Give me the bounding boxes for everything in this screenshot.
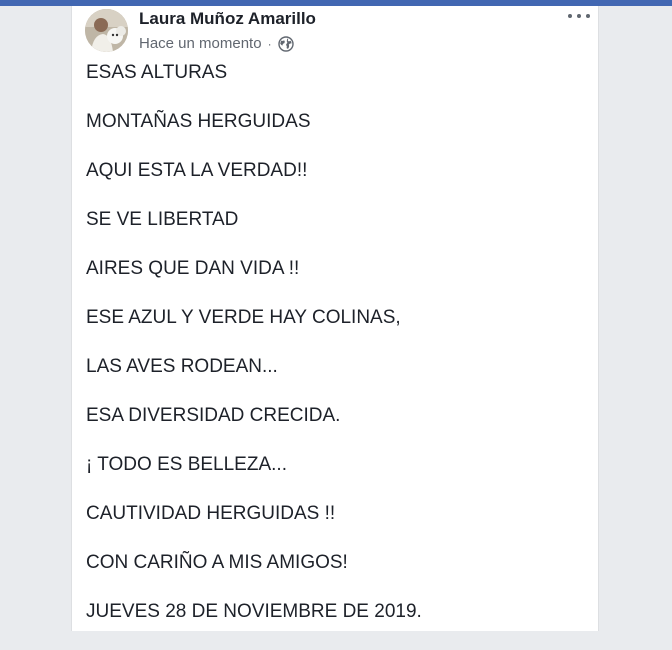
post-line: ESA DIVERSIDAD CRECIDA. <box>86 405 341 426</box>
avatar[interactable] <box>85 9 128 52</box>
more-options-dot <box>586 14 590 18</box>
more-options-dot <box>577 14 581 18</box>
post-line: AIRES QUE DAN VIDA !! <box>86 258 300 279</box>
post-line: ESE AZUL Y VERDE HAY COLINAS, <box>86 307 401 328</box>
post-line: JUEVES 28 DE NOVIEMBRE DE 2019. <box>86 601 422 622</box>
post-line: LAS AVES RODEAN... <box>86 356 278 377</box>
meta-separator: · <box>267 36 272 51</box>
avatar-photo <box>85 9 128 52</box>
post-line: ESAS ALTURAS <box>86 62 228 83</box>
post-line: SE VE LIBERTAD <box>86 209 239 230</box>
globe-icon[interactable] <box>278 36 294 52</box>
post-line: ¡ TODO ES BELLEZA... <box>86 454 287 475</box>
post-line: CAUTIVIDAD HERGUIDAS !! <box>86 503 336 524</box>
post-body <box>86 62 586 650</box>
more-options-dot <box>568 14 572 18</box>
post-line: AQUI ESTA LA VERDAD!! <box>86 160 308 181</box>
post-line: MONTAÑAS HERGUIDAS <box>86 111 311 132</box>
more-options-icon[interactable] <box>568 8 590 24</box>
author-name[interactable]: Laura Muñoz Amarillo <box>139 9 316 28</box>
post-timestamp[interactable]: Hace un momento <box>139 35 262 52</box>
post-card <box>71 6 599 631</box>
post-meta <box>139 35 294 52</box>
post-line: CON CARIÑO A MIS AMIGOS! <box>86 552 348 573</box>
